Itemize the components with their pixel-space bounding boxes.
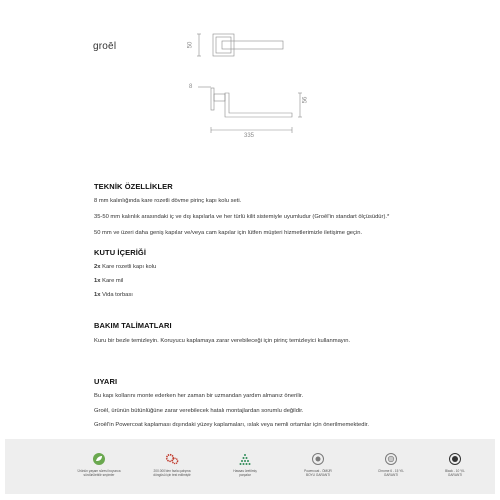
side-neck bbox=[214, 94, 225, 101]
badge-caption: GARANTİ bbox=[447, 473, 463, 478]
specs-heading: TEKNİK ÖZELLİKLER bbox=[94, 182, 173, 191]
footer-badges bbox=[5, 439, 495, 494]
side-depth-label: 8 bbox=[189, 84, 193, 90]
badge-caption: parçalar bbox=[239, 473, 251, 478]
technical-drawing bbox=[0, 0, 500, 145]
care-heading: BAKIM TALİMATLARI bbox=[94, 321, 172, 330]
badge-caption: Black - 10 YIL bbox=[445, 469, 465, 473]
chrome-icon bbox=[384, 452, 398, 466]
side-rosette bbox=[211, 88, 214, 110]
eco-leaf-icon bbox=[92, 452, 106, 466]
care-text: Kuru bir bezle temizleyin. Koruyucu kaplamaya zarar verebileceği için pirinç temizleyici kullanmayın. bbox=[94, 338, 351, 344]
box-item-text: Kare rozetli kapı kolu bbox=[102, 264, 157, 270]
badge-caption: Chrome 6 - 15 YIL bbox=[378, 469, 404, 473]
front-rosette-inner bbox=[216, 37, 231, 53]
box-item-text: Vida torbası bbox=[102, 292, 133, 298]
box-item bbox=[94, 264, 156, 270]
side-height-label: 56 bbox=[302, 96, 309, 104]
length-label: 335 bbox=[244, 133, 255, 139]
box-item-qty: 2x bbox=[94, 264, 101, 270]
badge-caption: GARANTİ bbox=[383, 473, 399, 478]
badge-powercoat bbox=[288, 452, 348, 477]
triangle-dots-icon bbox=[238, 452, 252, 466]
warning-line: Groēl, ürünün bütünlüğüne zarar verebilecek hatalı montajlardan sorumlu değildir. bbox=[94, 408, 304, 414]
box-item-qty: 1x bbox=[94, 278, 101, 284]
badge-caption: sürdürülebilir seçimler bbox=[83, 473, 115, 478]
badge-cycles bbox=[142, 452, 202, 477]
badge-sustainable bbox=[69, 452, 129, 477]
badge-caption: Powercoat - ÖMÜR bbox=[304, 469, 332, 473]
specs-line: 50 mm ve üzeri daha geniş kapılar ve/veya cam kapılar için lütfen müşteri hizmetlerimizle iletişime geçin. bbox=[94, 230, 363, 236]
warning-line: Groēl'in Powercoat kaplaması dışındaki yüzey kaplamaları, ıslak veya nemli ortamlar için önerilmemektedir. bbox=[94, 422, 369, 428]
gears-icon bbox=[165, 452, 179, 466]
box-item bbox=[94, 292, 133, 298]
front-height-label: 50 bbox=[187, 41, 194, 49]
badge-caption: Ürünün yaşam süresi boyunca bbox=[77, 469, 121, 473]
box-heading: KUTU İÇERİĞİ bbox=[94, 248, 147, 257]
box-item bbox=[94, 278, 123, 284]
badge-caption: BOYU GARANTİ bbox=[305, 473, 331, 478]
badge-caption: Hassas üretilmiş bbox=[233, 469, 257, 473]
warning-line: Bu kapı kollarını monte ederken her zaman bir uzmandan yardım almanız önerilir. bbox=[94, 393, 304, 399]
black-icon bbox=[448, 452, 462, 466]
box-item-qty: 1x bbox=[94, 292, 101, 298]
warning-heading: UYARI bbox=[94, 377, 118, 386]
badge-caption: döngüsü için test edilmiştir bbox=[153, 473, 191, 478]
brand-logo: groēl bbox=[93, 41, 117, 52]
specs-line: 8 mm kalınlığında kare rozetli dövme pirinç kapı kolu seti. bbox=[94, 198, 242, 204]
badge-black bbox=[425, 452, 485, 477]
side-lever bbox=[225, 93, 292, 117]
badge-chrome bbox=[361, 452, 421, 477]
specs-line: 35-50 mm kalınlık arasındaki iç ve dış kapılarla ve her türlü kilit sistemiyle uyumludur (Groēl'in standart ölçüsüdür).* bbox=[94, 214, 390, 220]
box-item-text: Kare mil bbox=[102, 278, 124, 284]
powercoat-icon bbox=[311, 452, 325, 466]
badge-caption: 200.000'den fazla çalışma bbox=[153, 469, 191, 473]
badge-precision bbox=[215, 452, 275, 477]
